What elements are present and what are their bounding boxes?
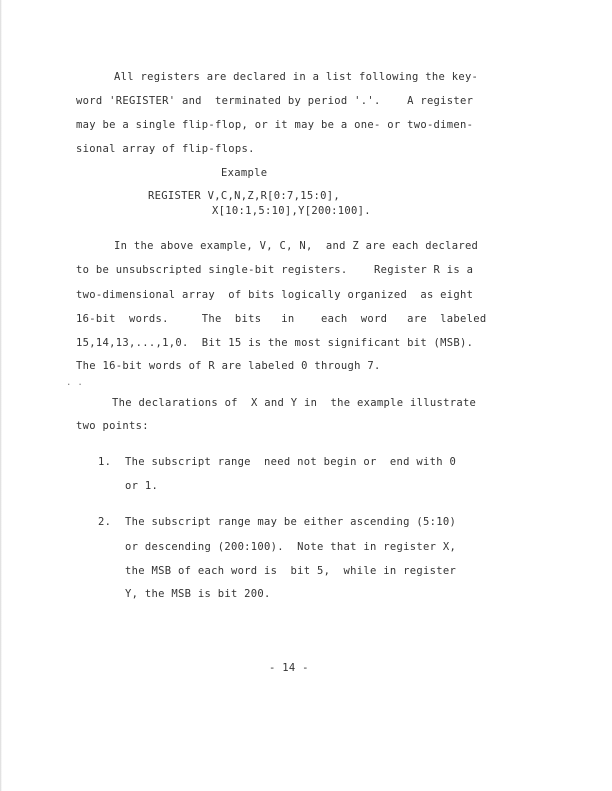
example-code-line-1: REGISTER V,C,N,Z,R[0:7,15:0],	[148, 190, 341, 202]
paragraph2-line-6: The 16-bit words of R are labeled 0 through 7.	[76, 360, 381, 372]
paragraph1-line-3: may be a single flip-flop, or it may be a one- or two-dimen-	[76, 119, 474, 131]
paragraph1-line-1: All registers are declared in a list following the key-	[114, 71, 479, 83]
paragraph3-line-1: The declarations of X and Y in the example illustrate	[112, 397, 477, 409]
point-2-line-3: the MSB of each word is bit 5, while in register	[125, 565, 457, 577]
scan-edge-shadow	[0, 0, 2, 791]
stray-marks: . .	[66, 378, 84, 388]
point-2-line-4: Y, the MSB is bit 200.	[125, 588, 271, 600]
paragraph2-line-4: 16-bit words. The bits in each word are labeled	[76, 313, 487, 325]
point-2-number: 2.	[98, 516, 112, 528]
point-2-line-1: The subscript range may be either ascending (5:10)	[125, 516, 457, 528]
paragraph2-line-2: to be unsubscripted single-bit registers. Register R is a	[76, 264, 474, 276]
example-heading: Example	[221, 167, 268, 179]
paragraph2-line-3: two-dimensional array of bits logically organized as eight	[76, 289, 474, 301]
paragraph1-line-4: sional array of flip-flops.	[76, 143, 255, 155]
point-1-line-2: or 1.	[125, 480, 159, 492]
paragraph3-line-2: two points:	[76, 420, 149, 432]
paragraph2-line-5: 15,14,13,...,1,0. Bit 15 is the most significant bit (MSB).	[76, 337, 474, 349]
paragraph1-line-2: word 'REGISTER' and terminated by period '.'. A register	[76, 95, 474, 107]
example-code-line-2: X[10:1,5:10],Y[200:100].	[212, 205, 371, 217]
point-1-number: 1.	[98, 456, 112, 468]
page-number: - 14 -	[269, 662, 309, 674]
paragraph2-line-1: In the above example, V, C, N, and Z are each declared	[114, 240, 479, 252]
point-2-line-2: or descending (200:100). Note that in register X,	[125, 541, 457, 553]
point-1-line-1: The subscript range need not begin or end with 0	[125, 456, 457, 468]
